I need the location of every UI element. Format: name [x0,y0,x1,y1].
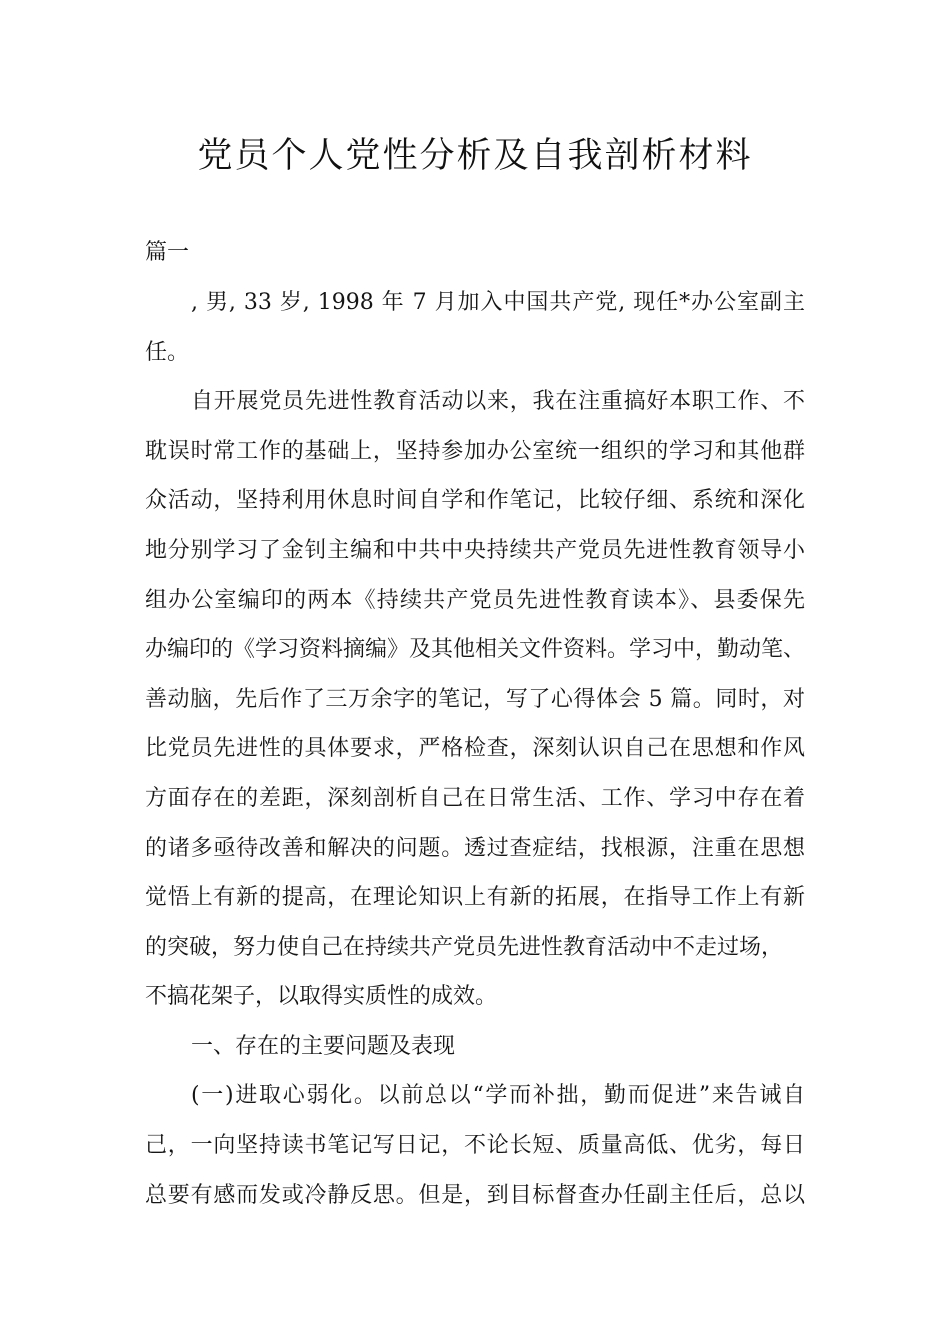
paragraph-line: 办编印的《学习资料摘编》及其他相关文件资料。学习中，勤动笔、 [145,637,806,662]
paragraph-line: 总要有感而发或冷静反思。但是，到目标督查办任副主任后，总以 [145,1183,805,1208]
paragraph-line: 善动脑，先后作了三万余字的笔记，写了心得体会 5 篇。同时，对 [145,687,805,712]
paragraph-line: 耽误时常工作的基础上，坚持参加办公室统一组织的学习和其他群 [145,439,805,464]
section-label: 篇一 [145,240,190,265]
paragraph-line: 觉悟上有新的提高，在理论知识上有新的拓展，在指导工作上有新 [145,885,805,910]
paragraph-line: 众活动，坚持利用休息时间自学和作笔记，比较仔细、系统和深化 [145,488,805,513]
paragraph-line: 方面存在的差距，深刻剖析自己在日常生活、工作、学习中存在着 [145,786,805,811]
paragraph-line: 的诸多亟待改善和解决的问题。透过查症结，找根源，注重在思想 [145,836,805,861]
paragraph-line: 任。 [145,340,190,365]
paragraph-line: , 男, 33 岁, 1998 年 7 月加入中国共产党, 现任*办公室副主 [191,290,805,315]
paragraph-line: 的突破，努力使自己在持续共产党员先进性教育活动中不走过场， [145,935,784,960]
document-title: 党员个人党性分析及自我剖析材料 [197,136,753,176]
paragraph-line: 不搞花架子，以取得实质性的成效。 [145,984,498,1009]
paragraph-line: 己，一向坚持读书笔记写日记，不论长短、质量高低、优劣，每日 [145,1133,805,1158]
paragraph-line: 组办公室编印的两本《持续共产党员先进性教育读本》、县委保先 [145,588,805,613]
paragraph-line: 地分别学习了金钊主编和中共中央持续共产党员先进性教育领导小 [145,538,805,563]
section-heading: 一、存在的主要问题及表现 [191,1034,456,1059]
paragraph-line: 自开展党员先进性教育活动以来，我在注重搞好本职工作、不 [191,389,805,414]
paragraph-line: 比党员先进性的具体要求，严格检查，深刻认识自己在思想和作风 [145,736,805,761]
paragraph-line: (一)进取心弱化。以前总以“学而补拙，勤而促进”来告诫自 [191,1083,805,1108]
